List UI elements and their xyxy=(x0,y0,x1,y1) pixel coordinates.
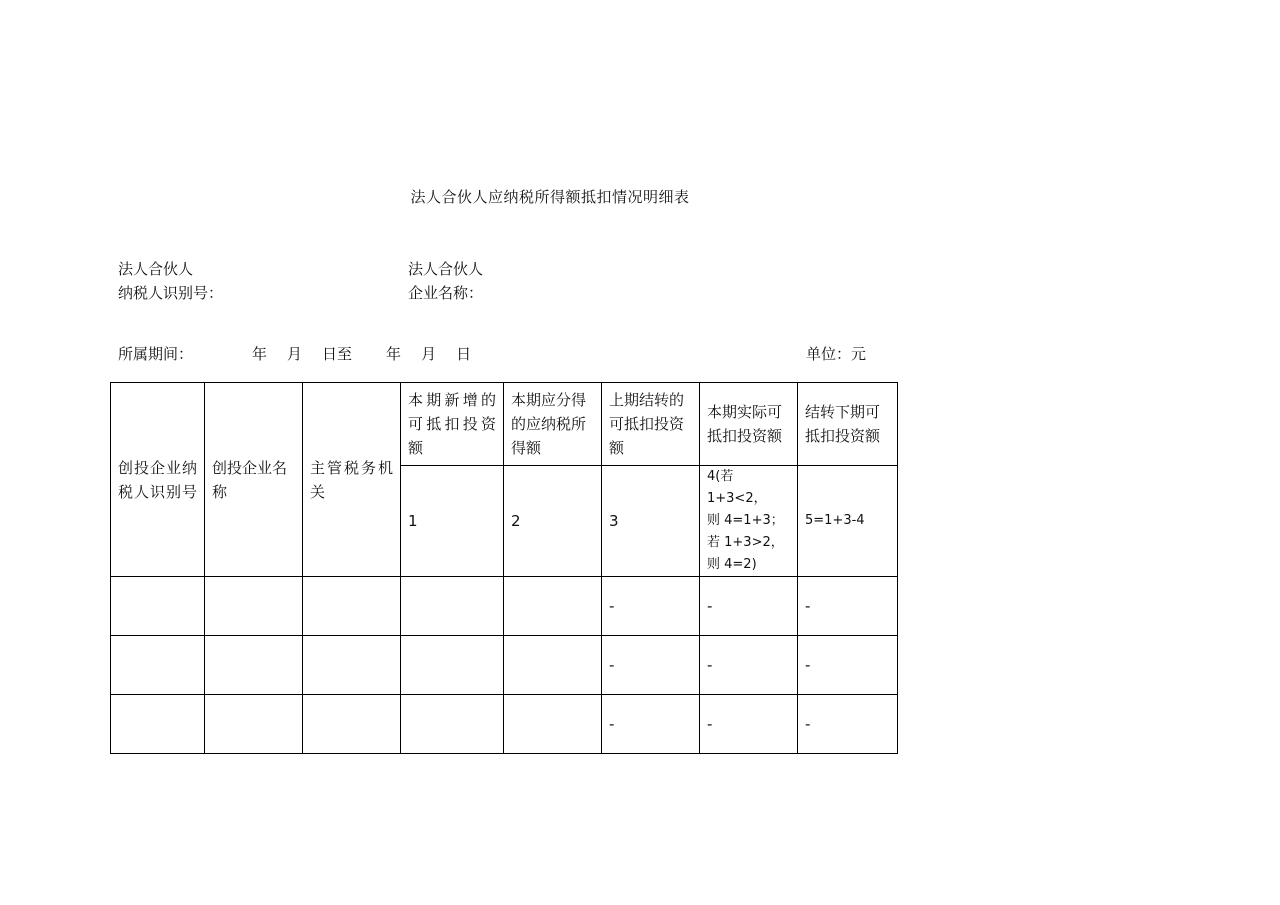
period-day2: 日 xyxy=(456,345,472,363)
header-new-deductible: 本期新增的可抵扣投资额 xyxy=(401,383,504,466)
period-year2: 年 xyxy=(386,345,402,363)
formula-cell-3: 3 xyxy=(602,466,700,577)
cell-actual-deductible[interactable]: - xyxy=(700,695,798,754)
header-taxable-income: 本期应分得的应纳税所得额 xyxy=(504,383,602,466)
table-row xyxy=(111,636,898,695)
taxpayer-id-label-line1: 法人合伙人 xyxy=(118,260,194,278)
period-month2: 月 xyxy=(421,345,437,363)
deduction-detail-table xyxy=(110,382,898,754)
cell-carry-to-next[interactable]: - xyxy=(798,695,898,754)
header-row xyxy=(111,383,898,466)
header-carried-forward-prev: 上期结转的可抵扣投资额 xyxy=(602,383,700,466)
company-name-label-line1: 法人合伙人 xyxy=(408,260,484,278)
cell-taxable-income[interactable] xyxy=(504,577,602,636)
cell-new-deductible[interactable] xyxy=(401,695,504,754)
formula-cell-5: 5=1+3-4 xyxy=(798,466,898,577)
cell-tax-authority[interactable] xyxy=(303,577,401,636)
header-venture-name: 创投企业名称 xyxy=(205,383,303,577)
cell-carried-forward-prev[interactable]: - xyxy=(602,695,700,754)
header-venture-taxpayer-id: 创投企业纳税人识别号 xyxy=(111,383,205,577)
table-row xyxy=(111,695,898,754)
cell-venture-name[interactable] xyxy=(205,636,303,695)
cell-new-deductible[interactable] xyxy=(401,636,504,695)
cell-taxable-income[interactable] xyxy=(504,695,602,754)
formula-cell-4: 4(若 1+3<2， 则 4=1+3； 若 1+3>2， 则 4=2) xyxy=(700,466,798,577)
header-carry-to-next: 结转下期可抵扣投资额 xyxy=(798,383,898,466)
company-name-label xyxy=(408,257,483,305)
table-row xyxy=(111,577,898,636)
cell-taxable-income[interactable] xyxy=(504,636,602,695)
period-year1: 年 xyxy=(252,345,268,363)
formula-cell-1: 1 xyxy=(401,466,504,577)
period-month1: 月 xyxy=(287,345,303,363)
cell-venture-name[interactable] xyxy=(205,695,303,754)
taxpayer-id-label xyxy=(118,257,223,305)
cell-carried-forward-prev[interactable]: - xyxy=(602,636,700,695)
cell-venture-taxpayer-id[interactable] xyxy=(111,577,205,636)
document-title: 法人合伙人应纳税所得额抵扣情况明细表 xyxy=(410,188,690,206)
cell-tax-authority[interactable] xyxy=(303,636,401,695)
cell-carry-to-next[interactable]: - xyxy=(798,577,898,636)
cell-carry-to-next[interactable]: - xyxy=(798,636,898,695)
company-name-label-line2: 企业名称： xyxy=(408,284,484,302)
header-actual-deductible: 本期实际可抵扣投资额 xyxy=(700,383,798,466)
cell-venture-taxpayer-id[interactable] xyxy=(111,636,205,695)
taxpayer-id-label-line2: 纳税人识别号： xyxy=(118,284,224,302)
period-label: 所属期间： xyxy=(118,345,194,363)
cell-new-deductible[interactable] xyxy=(401,577,504,636)
cell-actual-deductible[interactable]: - xyxy=(700,636,798,695)
period-day1-to: 日至 xyxy=(322,345,353,363)
cell-carried-forward-prev[interactable]: - xyxy=(602,577,700,636)
cell-actual-deductible[interactable]: - xyxy=(700,577,798,636)
unit-label: 单位：元 xyxy=(806,345,867,363)
cell-venture-name[interactable] xyxy=(205,577,303,636)
formula-cell-2: 2 xyxy=(504,466,602,577)
header-tax-authority: 主管税务机关 xyxy=(303,383,401,577)
cell-tax-authority[interactable] xyxy=(303,695,401,754)
cell-venture-taxpayer-id[interactable] xyxy=(111,695,205,754)
period-line xyxy=(118,343,471,364)
